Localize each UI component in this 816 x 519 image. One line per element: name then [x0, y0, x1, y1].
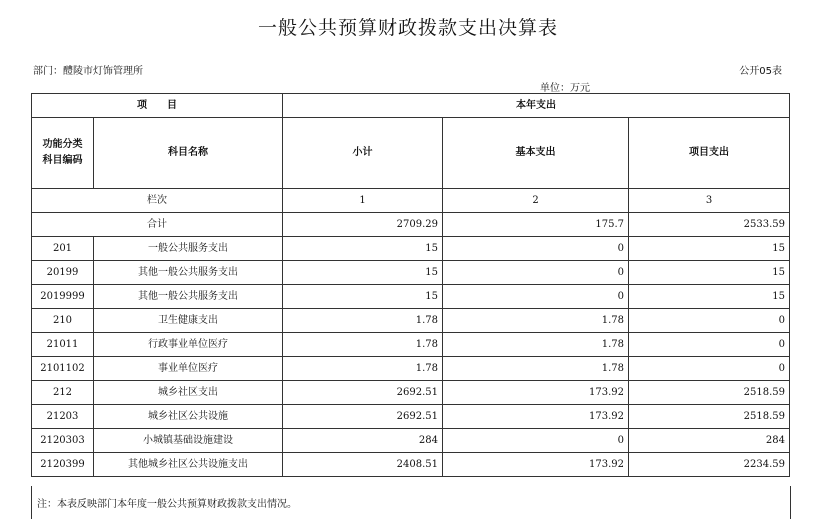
row-code: 2120399 — [32, 453, 94, 477]
row-subtotal: 1.78 — [283, 309, 443, 333]
row-code: 201 — [32, 237, 94, 261]
row-project: 0 — [629, 357, 790, 381]
table-row — [32, 237, 790, 261]
row-basic: 1.78 — [443, 357, 629, 381]
table-note: 注：本表反映部门本年度一般公共预算财政拨款支出情况。 — [37, 499, 297, 510]
row-basic: 173.92 — [443, 381, 629, 405]
department-label: 部门：醴陵市灯饰管理所 — [33, 66, 143, 77]
row-subject-name: 其他城乡社区公共设施支出 — [94, 453, 283, 477]
table-row — [32, 357, 790, 381]
row-code: 2019999 — [32, 285, 94, 309]
table-row — [32, 309, 790, 333]
row-code: 21203 — [32, 405, 94, 429]
row-subtotal: 1.78 — [283, 333, 443, 357]
row-project: 0 — [629, 309, 790, 333]
row-code: 2120303 — [32, 429, 94, 453]
header-current-year: 本年支出 — [283, 94, 790, 118]
row-basic: 173.92 — [443, 453, 629, 477]
row-project: 2518.59 — [629, 381, 790, 405]
table-row — [32, 333, 790, 357]
table-row — [32, 453, 790, 477]
row-subject-name: 其他一般公共服务支出 — [94, 261, 283, 285]
row-subject-name: 城乡社区支出 — [94, 381, 283, 405]
form-number: 公开05表 — [739, 66, 782, 77]
total-project: 2533.59 — [629, 213, 790, 237]
row-subtotal: 15 — [283, 237, 443, 261]
row-subject-name: 卫生健康支出 — [94, 309, 283, 333]
row-subject-name: 城乡社区公共设施 — [94, 405, 283, 429]
table-row — [32, 285, 790, 309]
row-code: 212 — [32, 381, 94, 405]
row-basic: 173.92 — [443, 405, 629, 429]
row-project: 15 — [629, 237, 790, 261]
table-row — [32, 381, 790, 405]
row-basic: 0 — [443, 261, 629, 285]
page-title: 一般公共预算财政拨款支出决算表 — [257, 17, 558, 39]
row-code: 21011 — [32, 333, 94, 357]
row-subtotal: 2408.51 — [283, 453, 443, 477]
header-subject-name: 科目名称 — [94, 118, 283, 189]
row-project: 15 — [629, 261, 790, 285]
row-code: 2101102 — [32, 357, 94, 381]
row-subtotal: 284 — [283, 429, 443, 453]
row-code: 20199 — [32, 261, 94, 285]
column-number-row — [32, 189, 790, 213]
table-row — [32, 261, 790, 285]
row-code: 210 — [32, 309, 94, 333]
header-func-code: 功能分类 科目编码 — [32, 118, 94, 189]
header-basic: 基本支出 — [443, 118, 629, 189]
row-basic: 0 — [443, 285, 629, 309]
row-subject-name: 事业单位医疗 — [94, 357, 283, 381]
row-basic: 1.78 — [443, 333, 629, 357]
row-subtotal: 1.78 — [283, 357, 443, 381]
row-subject-name: 一般公共服务支出 — [94, 237, 283, 261]
column-no-3: 3 — [629, 189, 790, 213]
expenditure-table — [31, 93, 790, 477]
header-row-top — [32, 94, 790, 118]
row-subject-name: 其他一般公共服务支出 — [94, 285, 283, 309]
row-project: 15 — [629, 285, 790, 309]
unit-label: 单位：万元 — [540, 83, 590, 94]
total-label: 合计 — [32, 213, 283, 237]
column-no-2: 2 — [443, 189, 629, 213]
row-project: 284 — [629, 429, 790, 453]
row-subtotal: 15 — [283, 261, 443, 285]
header-subtotal: 小计 — [283, 118, 443, 189]
total-basic: 175.7 — [443, 213, 629, 237]
row-project: 2234.59 — [629, 453, 790, 477]
row-project: 0 — [629, 333, 790, 357]
header-item: 项 目 — [32, 94, 283, 118]
row-basic: 1.78 — [443, 309, 629, 333]
table-row — [32, 429, 790, 453]
header-row-columns — [32, 118, 790, 189]
column-no-label: 栏次 — [32, 189, 283, 213]
header-project: 项目支出 — [629, 118, 790, 189]
table-row — [32, 405, 790, 429]
total-subtotal: 2709.29 — [283, 213, 443, 237]
row-basic: 0 — [443, 429, 629, 453]
row-subject-name: 行政事业单位医疗 — [94, 333, 283, 357]
row-subtotal: 2692.51 — [283, 381, 443, 405]
column-no-1: 1 — [283, 189, 443, 213]
row-subtotal: 2692.51 — [283, 405, 443, 429]
row-subject-name: 小城镇基础设施建设 — [94, 429, 283, 453]
total-row — [32, 213, 790, 237]
row-project: 2518.59 — [629, 405, 790, 429]
row-subtotal: 15 — [283, 285, 443, 309]
row-basic: 0 — [443, 237, 629, 261]
